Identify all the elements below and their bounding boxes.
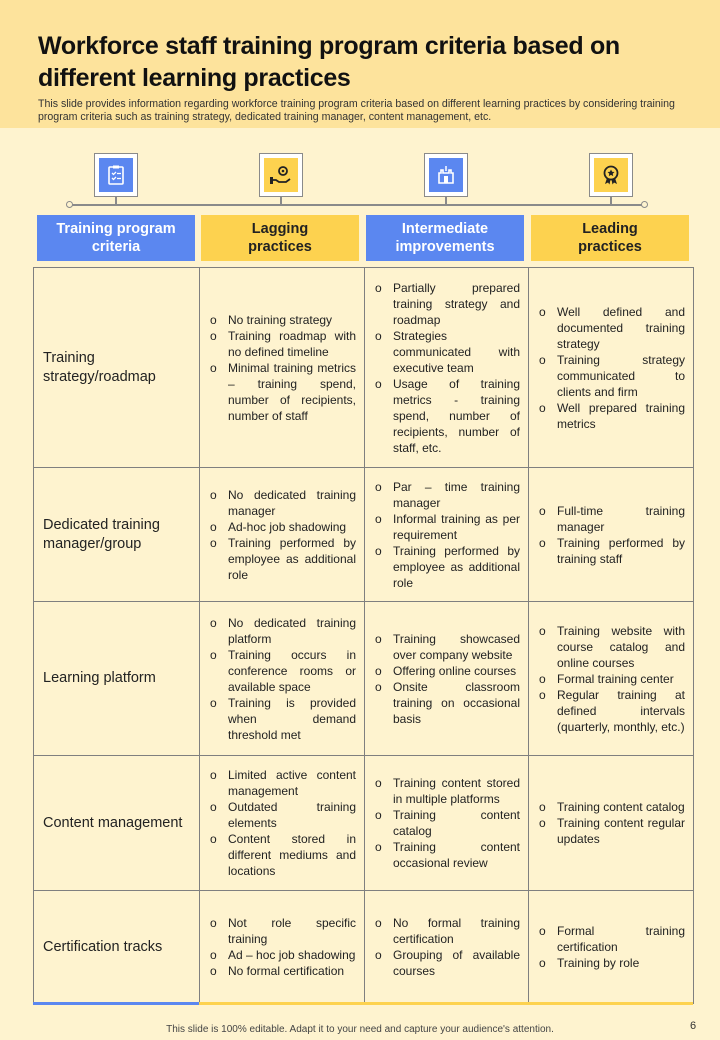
intermediate-cell — [365, 756, 529, 891]
leading-list — [529, 923, 693, 971]
table-row — [34, 268, 694, 468]
bottom-accent-yellow — [199, 1002, 693, 1005]
leading-list — [529, 503, 693, 567]
lagging-list — [200, 767, 364, 879]
list-item: o Onsite classroom training on occasional basis — [375, 679, 520, 727]
list-item: o Formal training center — [539, 671, 685, 687]
list-item: o Grouping of available courses — [375, 947, 520, 979]
list-item: o Offering online courses — [375, 663, 520, 679]
connector-line — [115, 196, 117, 204]
timeline-dot — [66, 201, 73, 208]
list-item: o No formal certification — [210, 963, 356, 979]
intermediate-list — [365, 775, 528, 871]
leading-cell — [529, 891, 694, 1004]
lagging-list — [200, 915, 364, 979]
icon-frame-intermediate — [424, 153, 468, 197]
list-item: o Usage of training metrics - training spend, number of recipients, number of staff, etc. — [375, 376, 520, 456]
table-row — [34, 756, 694, 891]
page-subtitle: This slide provides information regarding workforce training program criteria based on different learning practices by considering training program criteria such as training strategy, dedicated training manager, content management, etc. — [38, 98, 675, 123]
list-item: o Training content regular updates — [539, 815, 685, 847]
list-item: o Full-time training manager — [539, 503, 685, 535]
list-item: o Not role specific training — [210, 915, 356, 947]
icon-frame-criteria — [94, 153, 138, 197]
intermediate-cell — [365, 468, 529, 602]
table-row — [34, 602, 694, 756]
list-item: o Ad-hoc job shadowing — [210, 519, 356, 535]
column-header-leading: Leading practices — [531, 215, 689, 261]
icon-frame-lagging — [259, 153, 303, 197]
list-item: o Training content stored in multiple platforms — [375, 775, 520, 807]
list-item: o No dedicated training manager — [210, 487, 356, 519]
intermediate-list — [365, 280, 528, 456]
footer-note: This slide is 100% editable. Adapt it to your need and capture your audience's attention. — [166, 1024, 554, 1035]
castle-strategy-icon — [429, 158, 463, 192]
lagging-cell — [200, 268, 365, 468]
icon-frame-leading — [589, 153, 633, 197]
list-item: o No dedicated training platform — [210, 615, 356, 647]
criteria-cell: Dedicated training manager/group — [34, 468, 200, 602]
list-item: o Training performed by training staff — [539, 535, 685, 567]
hand-gear-icon — [264, 158, 298, 192]
bottom-accent-blue — [33, 1002, 199, 1005]
list-item: o Training website with course catalog and online courses — [539, 623, 685, 671]
connector-line — [445, 196, 447, 204]
connector-line — [280, 196, 282, 204]
list-item: o Par – time training manager — [375, 479, 520, 511]
criteria-cell: Training strategy/roadmap — [34, 268, 200, 468]
list-item: o Regular training at defined intervals (quarterly, monthly, etc.) — [539, 687, 685, 735]
list-item: o No formal training certification — [375, 915, 520, 947]
intermediate-list — [365, 915, 528, 979]
list-item: o Training by role — [539, 955, 685, 971]
list-item: o Informal training as per requirement — [375, 511, 520, 543]
list-item: o Training content catalog — [375, 807, 520, 839]
intermediate-cell — [365, 891, 529, 1004]
intermediate-list — [365, 631, 528, 727]
clipboard-checklist-icon — [99, 158, 133, 192]
list-item: o Well prepared training metrics — [539, 400, 685, 432]
list-item: o Training occurs in conference rooms or available space — [210, 647, 356, 695]
connector-line — [610, 196, 612, 204]
column-header-lagging: Lagging practices — [201, 215, 359, 261]
leading-list — [529, 304, 693, 432]
list-item: o Ad – hoc job shadowing — [210, 947, 356, 963]
intermediate-cell — [365, 602, 529, 756]
list-item: o Training performed by employee as additional role — [375, 543, 520, 591]
column-header-criteria: Training program criteria — [37, 215, 195, 261]
table-row — [34, 891, 694, 1004]
timeline-dot — [641, 201, 648, 208]
table-row — [34, 468, 694, 602]
page-number: 6 — [690, 1020, 697, 1032]
list-item: o Limited active content management — [210, 767, 356, 799]
leading-cell — [529, 468, 694, 602]
list-item: o Training content occasional review — [375, 839, 520, 871]
intermediate-cell — [365, 268, 529, 468]
list-item: o Training strategy communicated to clients and firm — [539, 352, 685, 400]
lagging-list — [200, 312, 364, 424]
leading-list — [529, 799, 693, 847]
lagging-cell — [200, 468, 365, 602]
leading-list — [529, 623, 693, 735]
lagging-list — [200, 615, 364, 743]
list-item: o Training is provided when demand threshold met — [210, 695, 356, 743]
list-item: o Strategies communicated with executive team — [375, 328, 520, 376]
page-title: Workforce staff training program criteria based on different learning practices — [38, 32, 620, 92]
list-item: o Well defined and documented training strategy — [539, 304, 685, 352]
lagging-cell — [200, 756, 365, 891]
criteria-cell: Content management — [34, 756, 200, 891]
list-item: o Training roadmap with no defined timeline — [210, 328, 356, 360]
intermediate-list — [365, 479, 528, 591]
list-item: o Training content catalog — [539, 799, 685, 815]
list-item: o Minimal training metrics – training spend, number of recipients, number of staff — [210, 360, 356, 424]
criteria-table — [33, 267, 694, 1004]
list-item: o Outdated training elements — [210, 799, 356, 831]
award-badge-icon — [594, 158, 628, 192]
leading-cell — [529, 602, 694, 756]
criteria-cell: Learning platform — [34, 602, 200, 756]
lagging-cell — [200, 602, 365, 756]
list-item: o Formal training certification — [539, 923, 685, 955]
lagging-cell — [200, 891, 365, 1004]
lagging-list — [200, 487, 364, 583]
column-header-intermediate: Intermediate improvements — [366, 215, 524, 261]
list-item: o Training performed by employee as additional role — [210, 535, 356, 583]
timeline-line — [72, 204, 642, 206]
leading-cell — [529, 756, 694, 891]
leading-cell — [529, 268, 694, 468]
list-item: o Training showcased over company website — [375, 631, 520, 663]
list-item: o Content stored in different mediums and locations — [210, 831, 356, 879]
list-item: o Partially prepared training strategy and roadmap — [375, 280, 520, 328]
criteria-cell: Certification tracks — [34, 891, 200, 1004]
list-item: o No training strategy — [210, 312, 356, 328]
